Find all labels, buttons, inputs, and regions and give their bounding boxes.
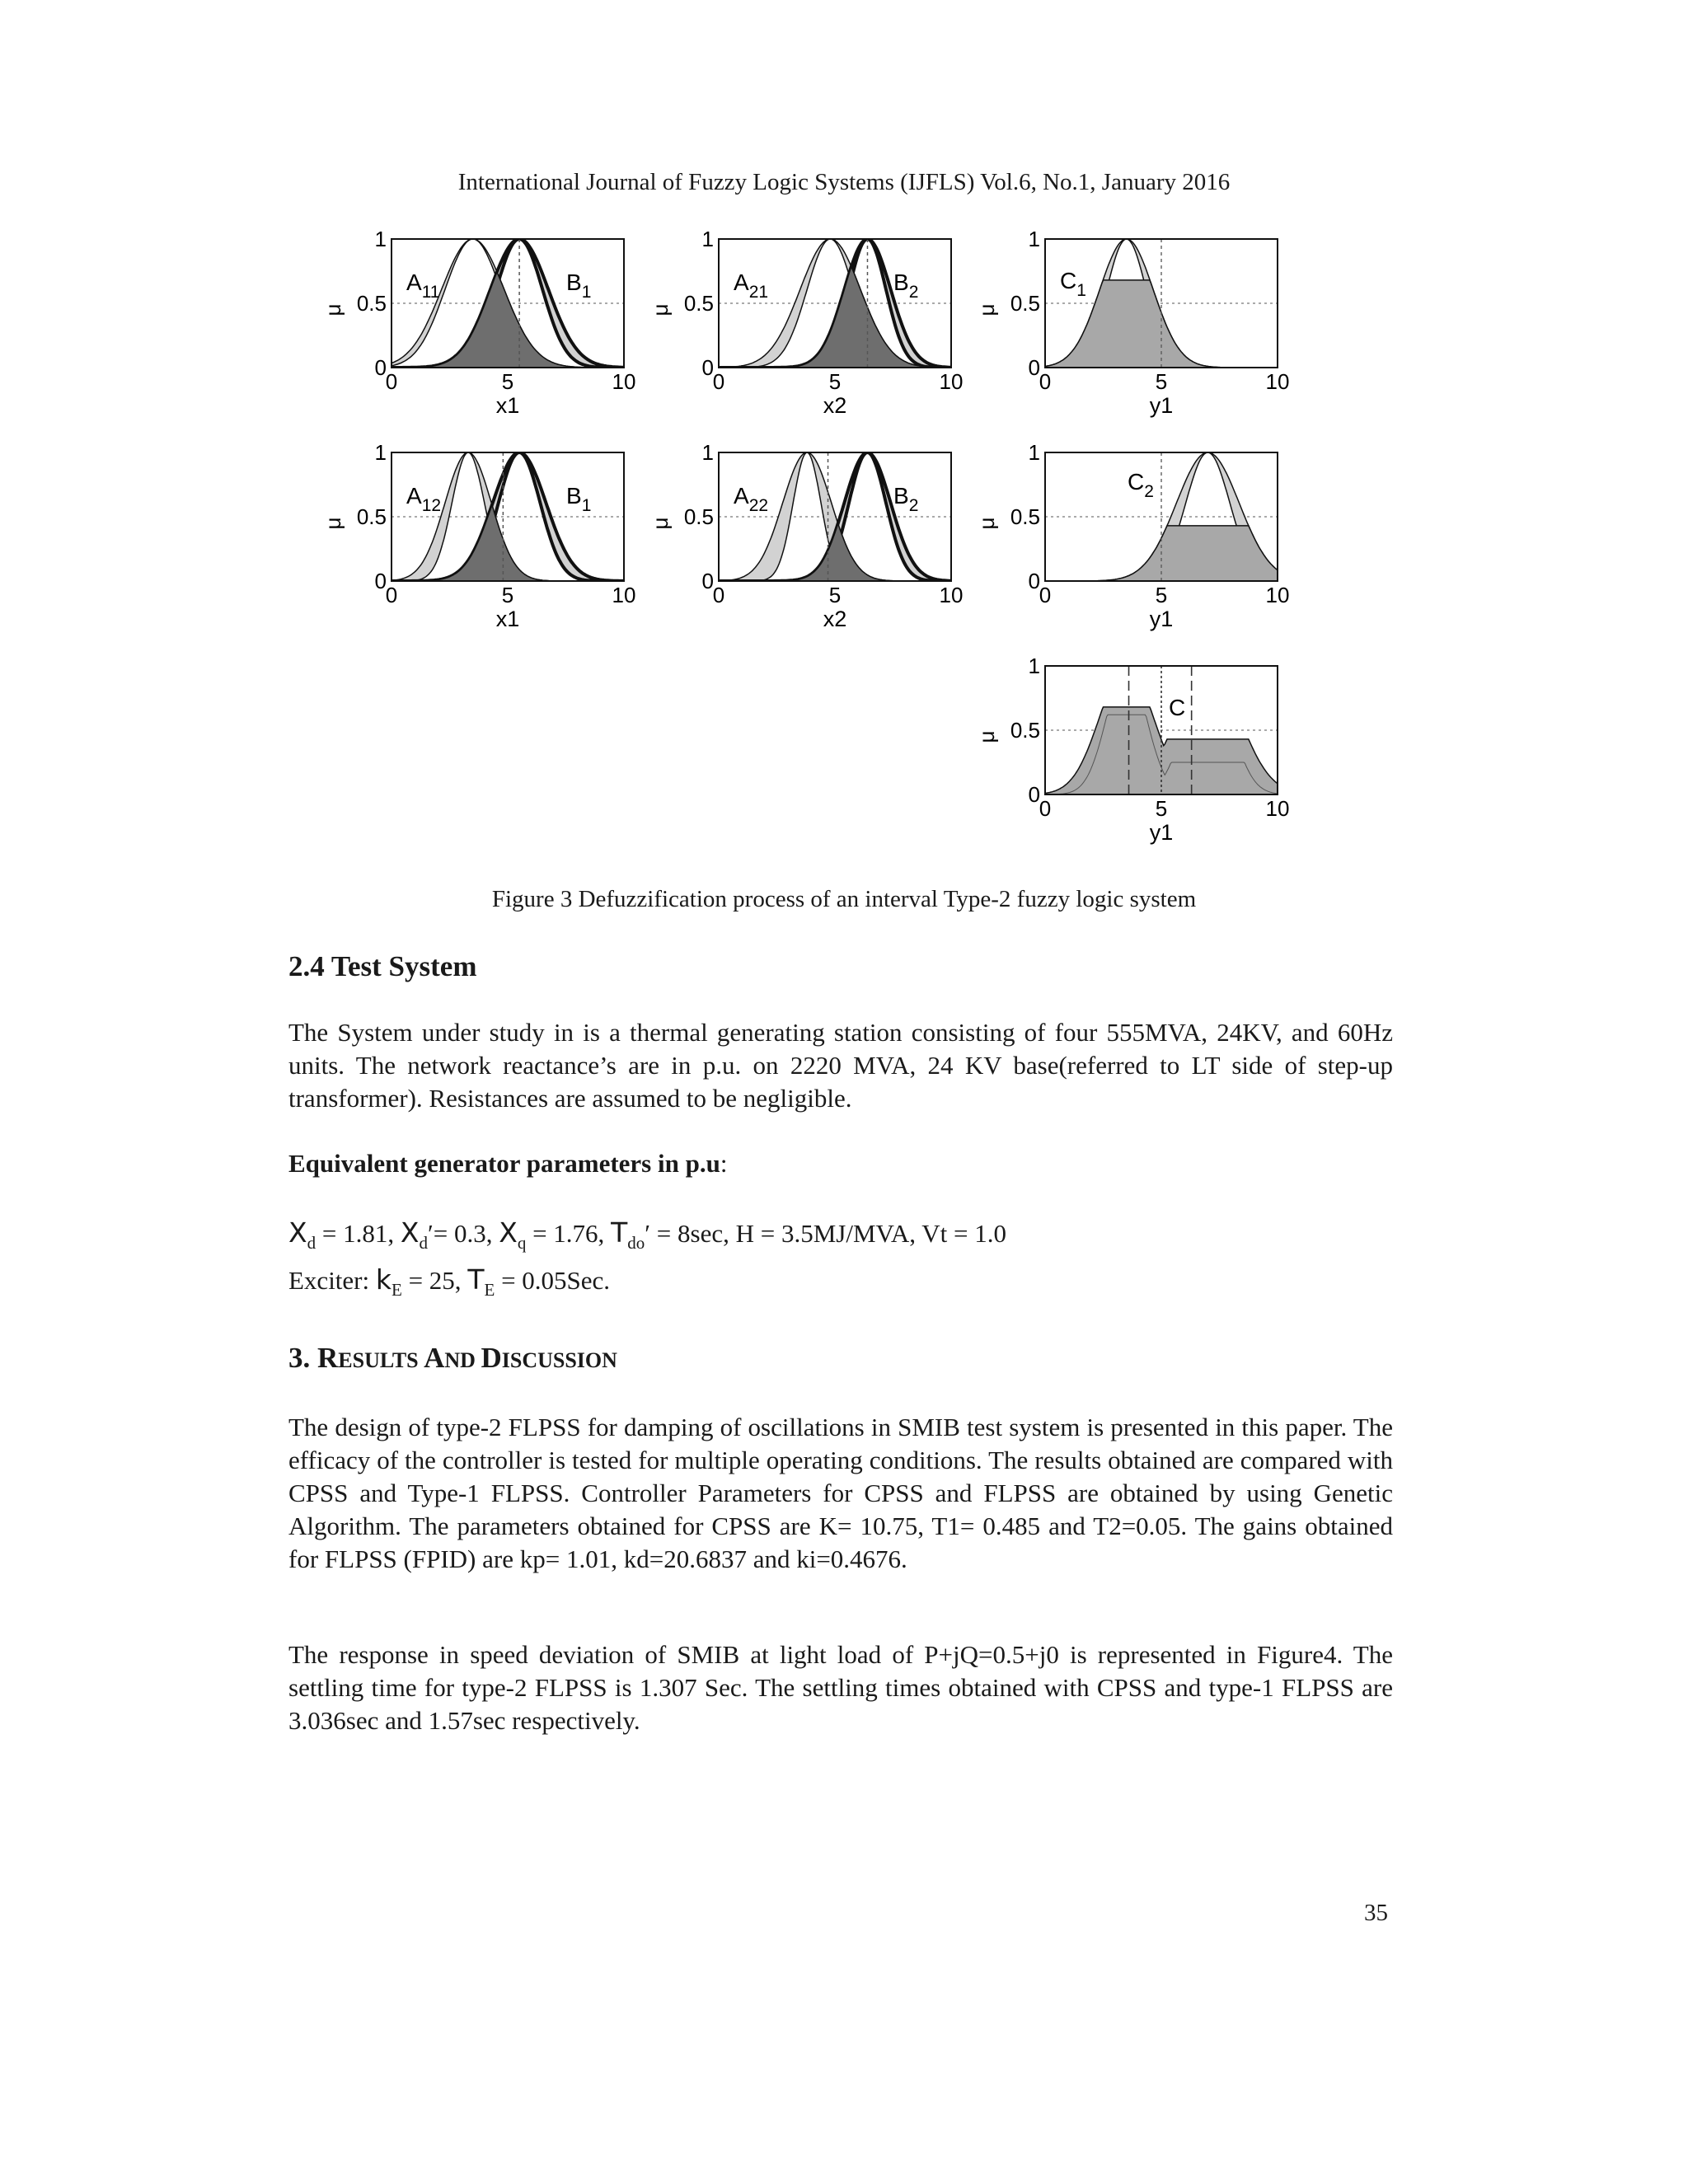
y-tick-label: 0.5 — [1010, 291, 1040, 316]
te-subscript: E — [484, 1280, 495, 1300]
tdo-value: ′ = 8sec, H = 3.5MJ/MVA, Vt = 1.0 — [645, 1219, 1006, 1248]
set-label: $A_{11}$ — [406, 269, 440, 302]
panel-r1c1 — [321, 227, 635, 418]
x-tick-label: 10 — [612, 583, 636, 607]
y-tick-label: 0 — [1028, 782, 1040, 807]
y-tick-label: 0 — [1028, 355, 1040, 380]
x-tick-label: 5 — [501, 369, 514, 394]
xd-symbol: X — [288, 1216, 307, 1249]
equation-generator-parameters — [288, 1216, 1006, 1254]
y-tick-label: 1 — [701, 440, 714, 465]
xd-prime-value: ′= 0.3, — [427, 1219, 499, 1248]
heading-w2-rest: ND — [444, 1348, 481, 1372]
y-axis-label: μ — [321, 517, 345, 530]
y-axis-label: μ — [648, 303, 673, 316]
x-tick-label: 0 — [1039, 369, 1052, 394]
x-tick-label: 10 — [1265, 583, 1290, 607]
heading-w3-rest: ISCUSSION — [501, 1348, 617, 1372]
equation-exciter — [288, 1263, 610, 1301]
ke-subscript: E — [392, 1280, 402, 1300]
xq-subscript: q — [517, 1233, 527, 1253]
panel-r2c3 — [974, 440, 1289, 631]
x-tick-label: 0 — [1039, 583, 1052, 607]
set-label: $B_1$ — [566, 269, 592, 302]
y-axis-label: μ — [974, 730, 999, 743]
paragraph-results-2: The response in speed deviation of SMIB at light load of P+jQ=0.5+j0 is represented in Figure4. The settling time for type-2 FLPSS is 1.307 Sec. The settling times obtained with CPSS and type-1 FLPSS are 3.036sec and 1.57sec respectively. — [288, 1640, 1393, 1735]
set-label: $A_{21}$ — [734, 269, 769, 302]
heading-w2-first: A — [424, 1342, 445, 1374]
te-value: = 0.05Sec. — [495, 1266, 611, 1295]
x-tick-label: 0 — [712, 583, 725, 607]
y-tick-label: 1 — [701, 227, 714, 251]
subheading-text: Equivalent generator parameters in p.u — [288, 1149, 720, 1178]
ke-symbol: k — [375, 1263, 392, 1296]
y-tick-label: 0.5 — [1010, 504, 1040, 529]
xd-value: = 1.81, — [316, 1219, 401, 1248]
y-axis-label: μ — [648, 517, 673, 530]
y-tick-label: 1 — [1028, 654, 1040, 678]
x-axis-label: x2 — [823, 393, 847, 418]
y-tick-label: 0 — [374, 569, 387, 593]
y-tick-label: 0.5 — [1010, 718, 1040, 743]
figure-3 — [0, 0, 1688, 874]
y-tick-label: 1 — [1028, 227, 1040, 251]
y-tick-label: 0 — [374, 355, 387, 380]
panel-r2c1 — [321, 440, 635, 631]
y-tick-label: 0.5 — [356, 504, 387, 529]
set-label: $C_2$ — [1128, 469, 1154, 501]
x-tick-label: 5 — [501, 583, 514, 607]
heading-w1-rest: ESULTS — [338, 1348, 424, 1372]
subheading-colon: : — [720, 1149, 728, 1178]
heading-w1-first: R — [317, 1342, 339, 1374]
x-tick-label: 0 — [1039, 796, 1052, 821]
y-tick-label: 0 — [701, 569, 714, 593]
paragraph-results-1: The design of type-2 FLPSS for damping of oscillations in SMIB test system is presented in this paper. The efficacy of the controller is tested for multiple operating conditions. The results obtained are compared with CPSS and Type-1 FLPSS. Controller Parameters for CPSS and FLPSS are obtained by using Genetic Algorithm. The parameters obtained for CPSS are K= 10.75, T1= 0.485 and T2=0.05. The gains obtained for FLPSS (FPID) are kp= 1.01, kd=20.6837 and ki=0.4676. — [288, 1413, 1393, 1573]
x-tick-label: 0 — [385, 369, 398, 394]
paragraph-test-system: The System under study in is a thermal generating station consisting of four 555MVA, 24KV, and 60Hz units. The network reactance’s are in p.u. on 2220 MVA, 24 KV base(referred to LT side of step-up transformer). Resistances are assumed to be negligible. — [288, 1018, 1393, 1113]
x-tick-label: 0 — [712, 369, 725, 394]
x-tick-label: 10 — [939, 369, 964, 394]
exciter-label: Exciter: — [288, 1266, 376, 1295]
x-axis-label: y1 — [1149, 393, 1174, 418]
set-label: $A_{22}$ — [734, 483, 769, 515]
panel-r1c3 — [974, 227, 1289, 418]
x-axis-label: x2 — [823, 607, 847, 631]
xd-subscript: d — [307, 1233, 316, 1253]
xq-value: = 1.76, — [526, 1219, 612, 1248]
section-heading-test-system: 2.4 Test System — [288, 950, 477, 982]
figure-caption: Figure 3 Defuzzification process of an interval Type-2 fuzzy logic system — [491, 886, 1197, 912]
x-tick-label: 5 — [1155, 369, 1168, 394]
y-axis-label: μ — [974, 517, 999, 530]
set-label: C — [1169, 695, 1186, 720]
y-tick-label: 0.5 — [683, 291, 714, 316]
y-tick-label: 0.5 — [683, 504, 714, 529]
y-axis-label: μ — [974, 303, 999, 316]
y-tick-label: 0.5 — [356, 291, 387, 316]
y-axis-label: μ — [321, 303, 345, 316]
tdo-symbol: T — [611, 1216, 628, 1249]
x-tick-label: 5 — [828, 583, 842, 607]
y-tick-label: 0 — [701, 355, 714, 380]
x-axis-label: x1 — [495, 393, 520, 418]
y-tick-label: 1 — [374, 440, 387, 465]
set-label: $B_2$ — [893, 483, 919, 515]
xd-prime-symbol: X — [400, 1216, 420, 1249]
x-tick-label: 5 — [828, 369, 842, 394]
panel-r1c2 — [648, 227, 963, 418]
set-label: $C_1$ — [1060, 268, 1086, 300]
y-tick-label: 0 — [1028, 569, 1040, 593]
xq-symbol: X — [499, 1216, 518, 1249]
section-heading-results — [288, 1342, 617, 1375]
x-tick-label: 0 — [385, 583, 398, 607]
set-label: $B_2$ — [893, 269, 919, 302]
y-tick-label: 1 — [374, 227, 387, 251]
ke-value: = 25, — [401, 1266, 468, 1295]
page-number: 35 — [1364, 1900, 1388, 1926]
tdo-subscript: do — [627, 1233, 645, 1253]
x-tick-label: 5 — [1155, 796, 1168, 821]
set-label: $A_{12}$ — [406, 483, 442, 515]
subheading-generator-parameters — [288, 1147, 727, 1180]
x-tick-label: 10 — [1265, 796, 1290, 821]
panel-r2c2 — [648, 440, 963, 631]
running-header: International Journal of Fuzzy Logic Systems (IJFLS) Vol.6, No.1, January 2016 — [457, 169, 1231, 195]
te-symbol: T — [467, 1263, 485, 1296]
x-tick-label: 10 — [939, 583, 964, 607]
panel-r3c3 — [974, 654, 1289, 845]
x-axis-label: x1 — [495, 607, 520, 631]
heading-number: 3. — [288, 1342, 317, 1374]
y-tick-label: 1 — [1028, 440, 1040, 465]
x-tick-label: 5 — [1155, 583, 1168, 607]
set-label: $B_1$ — [566, 483, 592, 515]
x-tick-label: 10 — [1265, 369, 1290, 394]
x-tick-label: 10 — [612, 369, 636, 394]
heading-w3-first: D — [481, 1342, 502, 1374]
x-axis-label: y1 — [1149, 607, 1174, 631]
x-axis-label: y1 — [1149, 820, 1174, 845]
xd-prime-subscript: d — [419, 1233, 428, 1253]
